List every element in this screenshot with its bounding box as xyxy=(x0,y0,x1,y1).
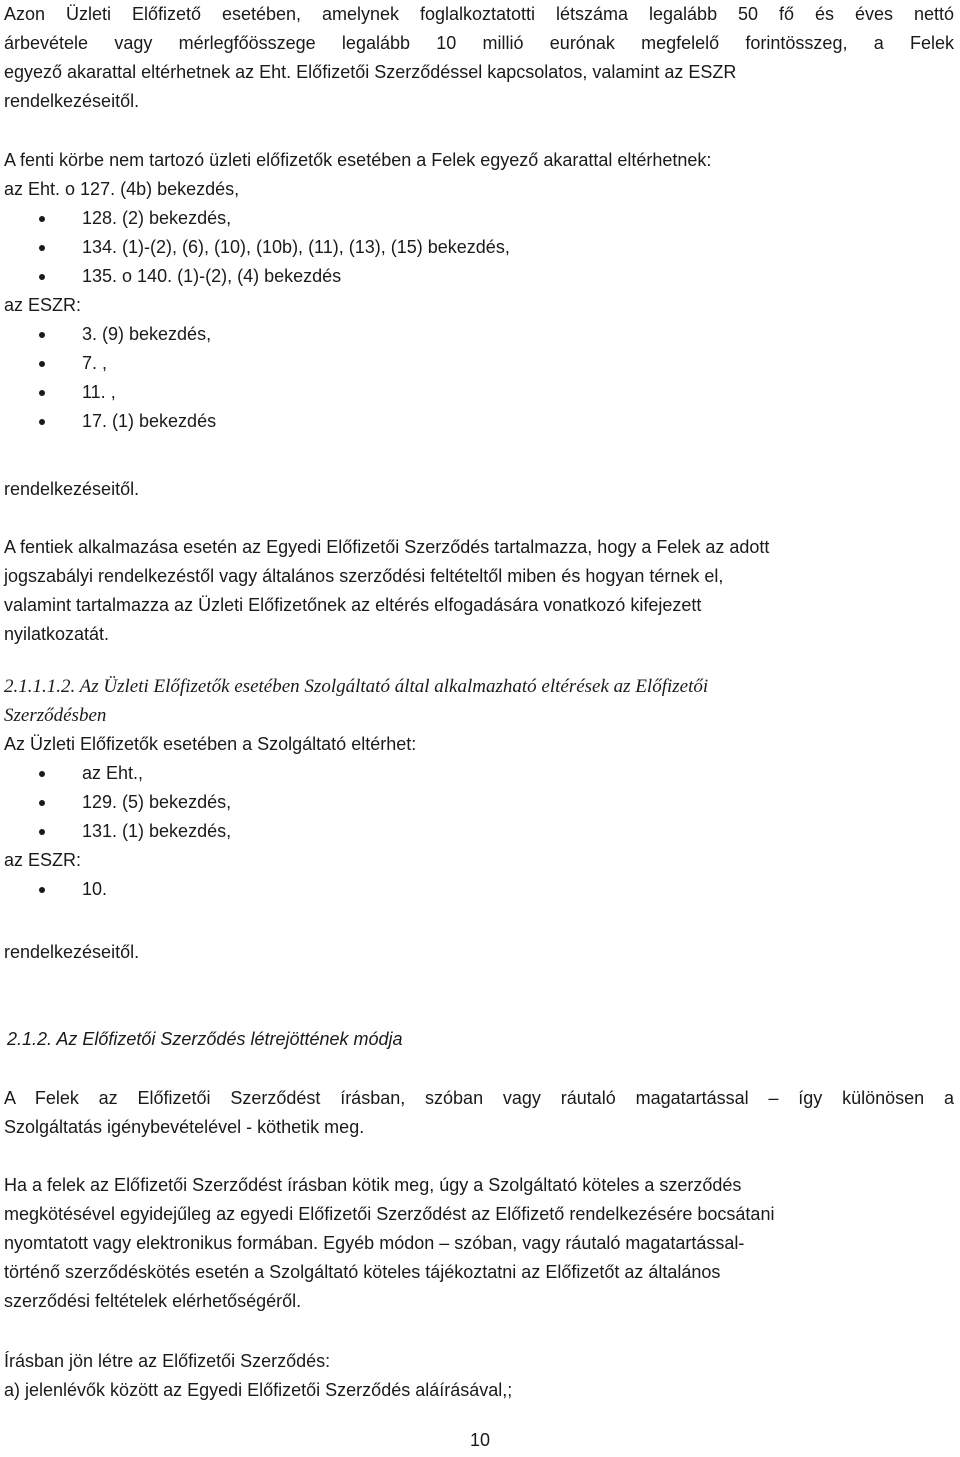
text-line: valamint tartalmazza az Üzleti Előfizetőnek az eltérés elfogadására vonatkozó kifejezett xyxy=(4,595,702,615)
heading-line: Szerződésben xyxy=(4,705,107,726)
section-heading-2-1-1-1-2 xyxy=(4,672,954,904)
closing-line xyxy=(4,938,954,967)
provider-deviation-list xyxy=(4,759,954,846)
text-line: Azon Üzleti Előfizető esetében, amelynek foglalkoztatotti létszáma legalább 50 fő és éves nettó xyxy=(4,4,954,24)
eszr-label: az ESZR: xyxy=(4,295,82,315)
text-line: rendelkezéseitől. xyxy=(4,91,140,111)
text-line: nyomtatott vagy elektronikus formában. Egyéb módon – szóban, vagy ráutaló magatartással- xyxy=(4,1233,745,1253)
text-line: A Felek az Előfizetői Szerződést írásban, szóban vagy ráutaló magatartással – így különösen a xyxy=(4,1088,954,1108)
text-line: a) jelenlévők között az Egyedi Előfizetői Szerződés aláírásával,; xyxy=(4,1380,513,1400)
text-line: árbevétele vagy mérlegfőösszege legalább 10 millió eurónak megfelelő forintösszeg, a Felek xyxy=(4,33,954,53)
text-line: Az Üzleti Előfizetők esetében a Szolgáltató eltérhet: xyxy=(4,734,417,754)
page-number: 10 xyxy=(469,1430,491,1450)
text-line: történő szerződéskötés esetén a Szolgáltató köteles tájékoztatni az Előfizetőt az általános xyxy=(4,1262,721,1282)
text-line: rendelkezéseitől. xyxy=(4,942,140,962)
paragraph-eszr-deviation xyxy=(4,0,954,116)
eszr-label: az ESZR: xyxy=(4,850,82,870)
text-line: Írásban jön létre az Előfizetői Szerződés: xyxy=(4,1351,331,1371)
paragraph-application xyxy=(4,533,954,649)
list-item: az Eht., xyxy=(4,759,954,788)
paragraph-written-contract xyxy=(4,1171,954,1316)
paragraph-other-subscribers xyxy=(4,146,954,436)
text-line: egyező akarattal eltérhetnek az Eht. Előfizetői Szerződéssel kapcsolatos, valamint az ESZR xyxy=(4,62,737,82)
text-line: az Eht. o 127. (4b) bekezdés, xyxy=(4,179,240,199)
list-item: 131. (1) bekezdés, xyxy=(4,817,954,846)
text-line: A fenti körbe nem tartozó üzleti előfizetők esetében a Felek egyező akarattal eltérhetnek: xyxy=(4,150,712,170)
text-line: szerződési feltételek elérhetőségéről. xyxy=(4,1291,302,1311)
text-line: Szolgáltatás igénybevételével - köthetik meg. xyxy=(4,1117,365,1137)
heading-line: 2.1.1.1.2. Az Üzleti Előfizetők esetében Szolgáltató által alkalmazható eltérések az Előfizetői xyxy=(4,676,709,697)
list-item: 128. (2) bekezdés, xyxy=(4,204,954,233)
text-line: nyilatkozatát. xyxy=(4,624,110,644)
heading-line: 2.1.2. Az Előfizetői Szerződés létrejöttének módja xyxy=(7,1029,403,1049)
text-line: rendelkezéseitől. xyxy=(4,479,140,499)
eht-sections-list xyxy=(4,204,954,291)
list-item: 10. xyxy=(4,875,954,904)
text-line: Ha a felek az Előfizetői Szerződést írásban kötik meg, úgy a Szolgáltató köteles a szerződés xyxy=(4,1175,742,1195)
paragraph-contract-forms xyxy=(4,1084,954,1142)
eszr-deviation-list xyxy=(4,875,954,904)
list-item: 17. (1) bekezdés xyxy=(4,407,954,436)
text-line: megkötésével egyidejűleg az egyedi Előfizetői Szerződést az Előfizető rendelkezésére bocsátani xyxy=(4,1204,775,1224)
section-heading-2-1-2 xyxy=(7,1025,954,1054)
list-item: 129. (5) bekezdés, xyxy=(4,788,954,817)
text-line: A fentiek alkalmazása esetén az Egyedi Előfizetői Szerződés tartalmazza, hogy a Felek az adott xyxy=(4,537,770,557)
closing-line xyxy=(4,475,954,504)
list-item: 11. , xyxy=(4,378,954,407)
list-item: 134. (1)-(2), (6), (10), (10b), (11), (13), (15) bekezdés, xyxy=(4,233,954,262)
paragraph-written-creation xyxy=(4,1347,954,1405)
text-line: jogszabályi rendelkezéstől vagy általános szerződési feltételtől miben és hogyan térnek el, xyxy=(4,566,724,586)
list-item: 135. o 140. (1)-(2), (4) bekezdés xyxy=(4,262,954,291)
list-item: 3. (9) bekezdés, xyxy=(4,320,954,349)
list-item: 7. , xyxy=(4,349,954,378)
eszr-sections-list xyxy=(4,320,954,436)
